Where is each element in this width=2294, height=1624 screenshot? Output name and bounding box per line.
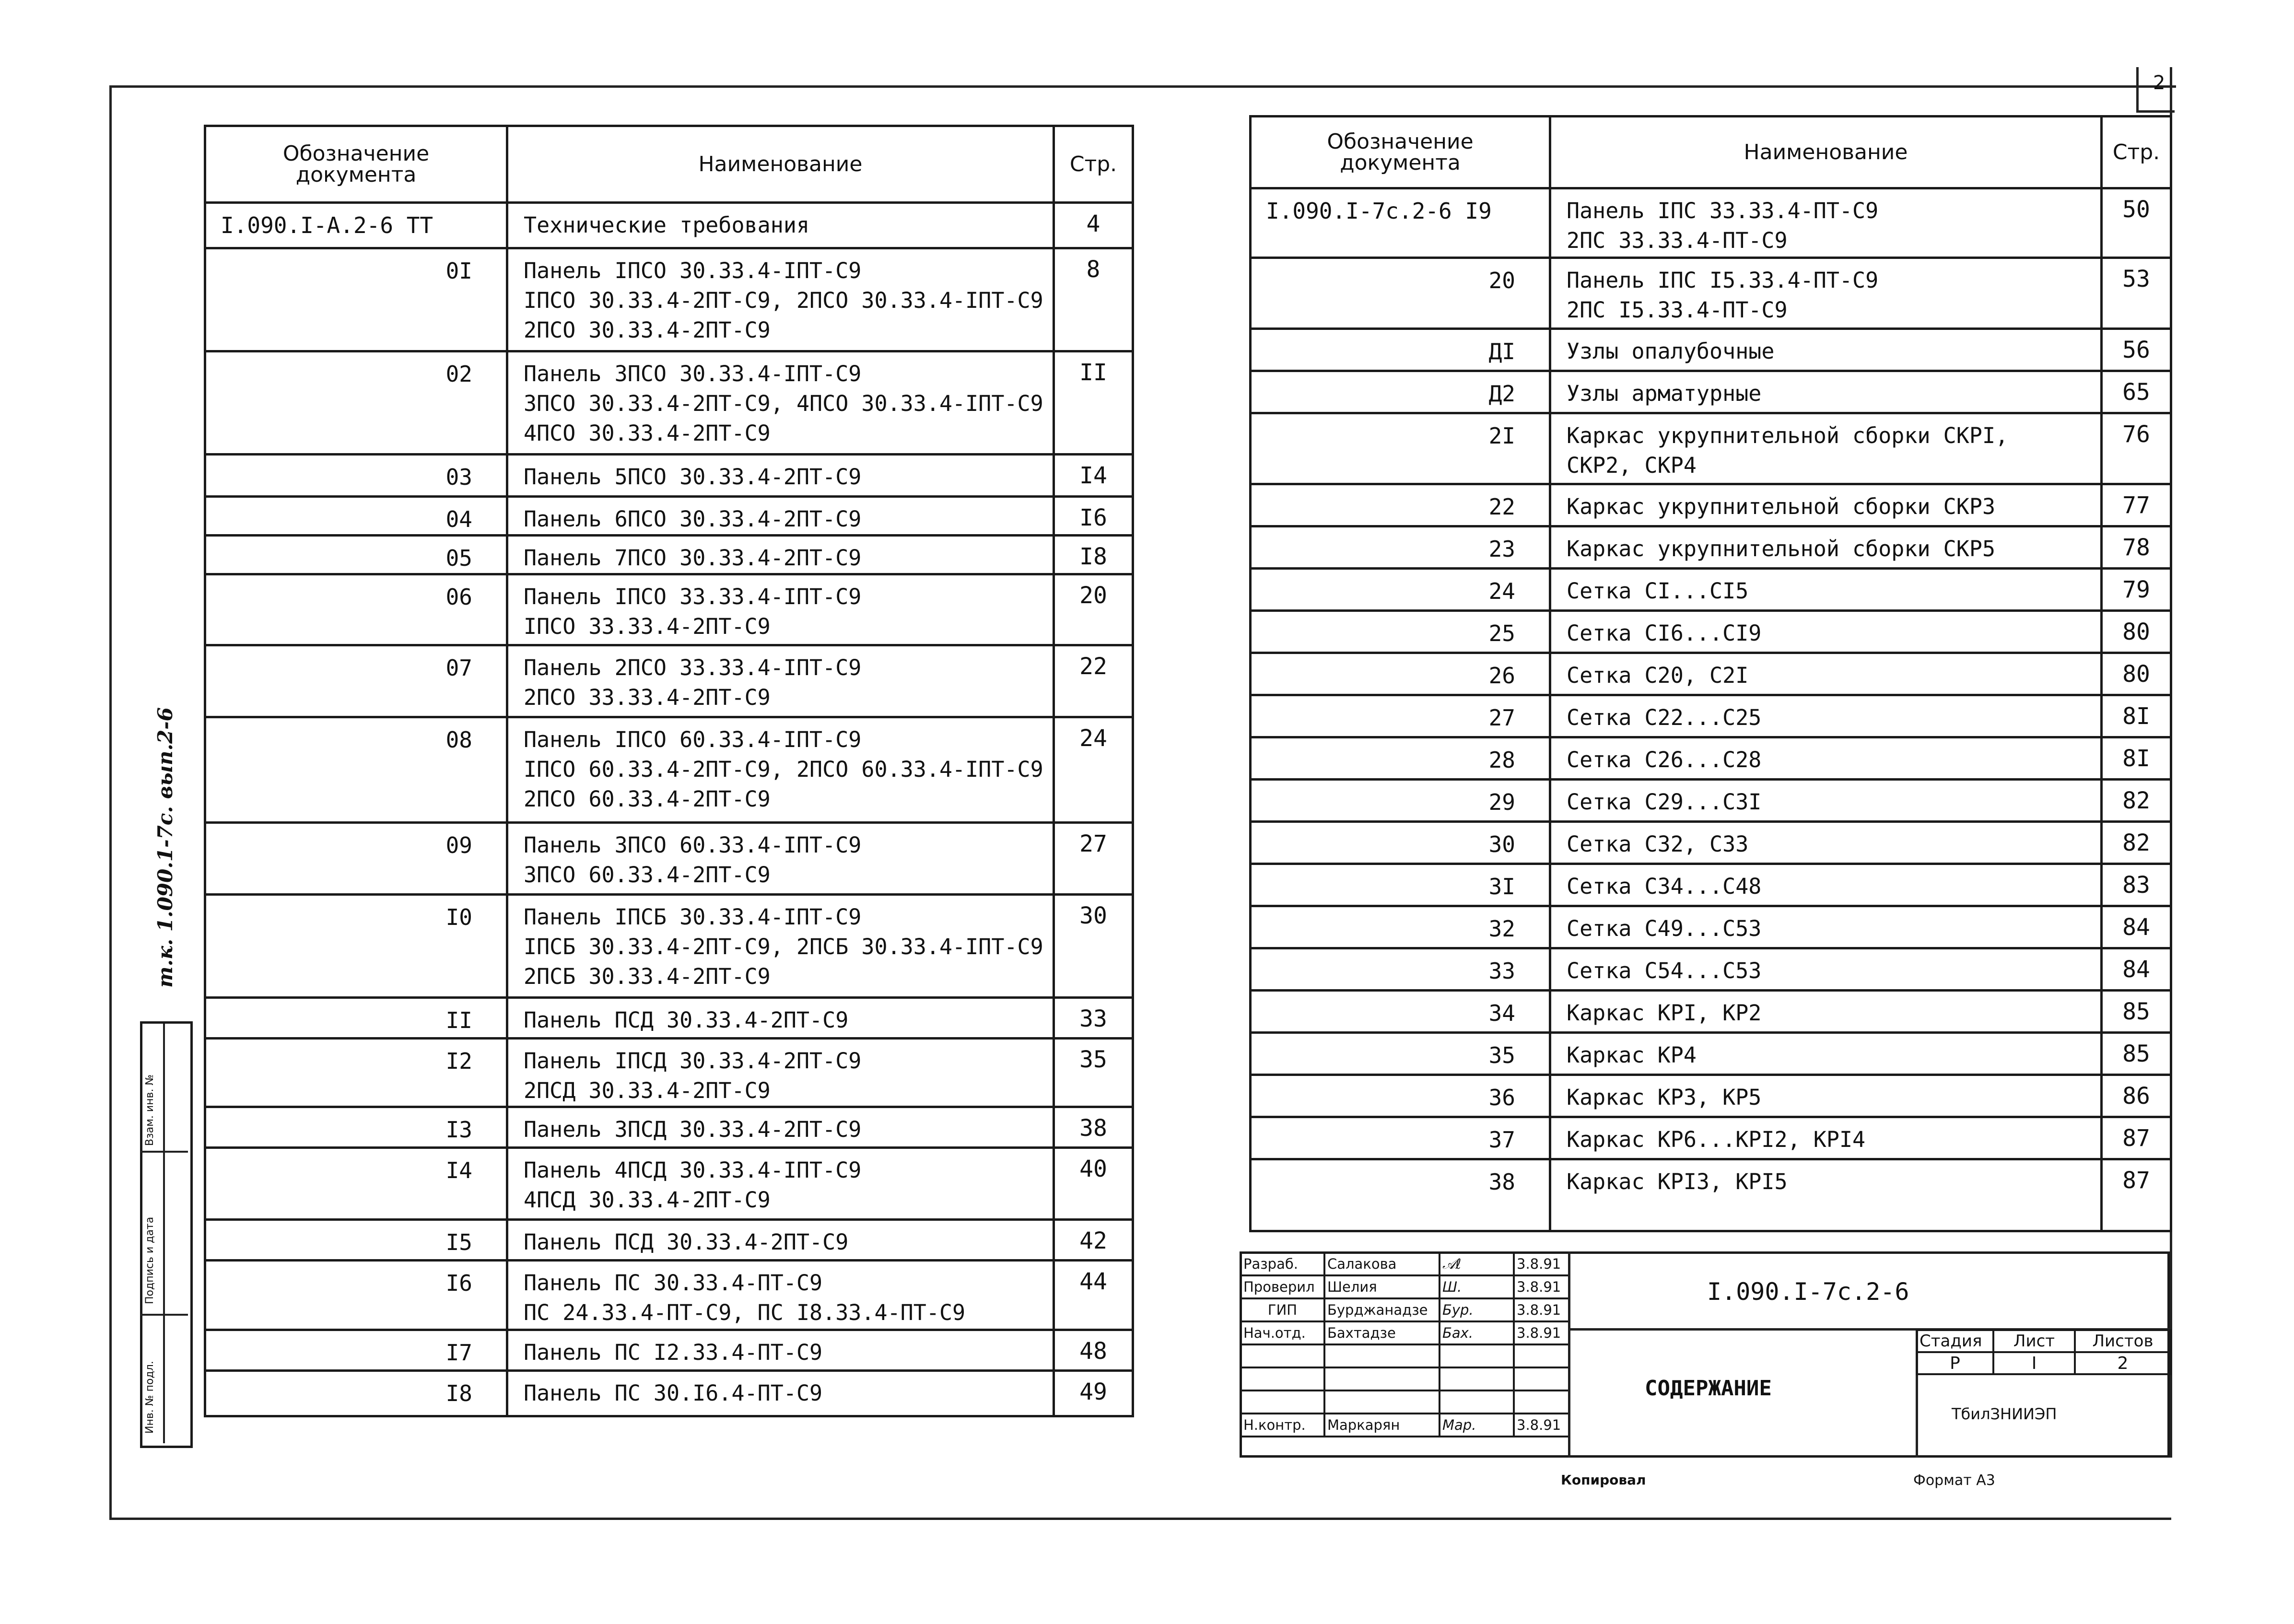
left-row-name: Панель IПСД 30.33.4-2ПТ-С9 2ПСД 30.33.4-2ПТ-С9 [507, 1039, 1054, 1107]
right-row-code: 33 [1251, 948, 1550, 991]
left-row-code: I3 [205, 1107, 507, 1148]
right-row-page: 76 [2102, 413, 2171, 484]
left-row-name: Панель 7ПСО 30.33.4-2ПТ-С9 [507, 536, 1054, 574]
left-row-page: 22 [1054, 645, 1133, 717]
name-cell: Маркарян [1324, 1414, 1440, 1437]
role-cell: ГИП [1241, 1298, 1324, 1321]
left-row-page: 24 [1054, 717, 1133, 823]
right-row-code: 29 [1251, 780, 1550, 822]
right-row-code: ДI [1251, 329, 1550, 371]
left-row-page: 35 [1054, 1039, 1133, 1107]
right-contents-table [1249, 115, 2172, 1232]
right-row-code: 3I [1251, 864, 1550, 906]
sheet-value: I [1993, 1352, 2075, 1374]
right-row-page: 80 [2102, 653, 2171, 695]
left-row-name: Панель 3ПСО 30.33.4-IПТ-С9 3ПСО 30.33.4-2ПТ-С9, 4ПСО 30.33.4-IПТ-С9 4ПСО 30.33.4-2ПТ-С9 [507, 351, 1054, 455]
right-row-name: Сетка С22...С25 [1550, 695, 2102, 737]
signature: 𝒜ℓ [1440, 1252, 1514, 1275]
right-row-name: Узлы арматурные [1550, 371, 2102, 413]
right-row-page: 65 [2102, 371, 2171, 413]
left-row-page: 33 [1054, 998, 1133, 1039]
left-row-name: Панель 5ПСО 30.33.4-2ПТ-С9 [507, 455, 1054, 497]
right-row-name: Каркас КРI, КР2 [1550, 991, 2102, 1033]
document-code: I.090.I-7с.2-6 [1707, 1278, 1909, 1306]
left-row-code: I0 [205, 895, 507, 998]
right-row-name: Сетка С32, С33 [1550, 822, 2102, 864]
left-row-page: 20 [1054, 574, 1133, 645]
date-cell: 3.8.91 [1514, 1414, 1569, 1437]
date-cell: 3.8.91 [1514, 1252, 1569, 1275]
right-row-name: Каркас КРI3, КРI5 [1550, 1159, 2102, 1231]
left-row-page: 48 [1054, 1330, 1133, 1371]
left-row-page: I4 [1054, 455, 1133, 497]
left-row-code: 09 [205, 823, 507, 895]
right-row-name: Каркас КР4 [1550, 1033, 2102, 1075]
left-row-page: I8 [1054, 536, 1133, 574]
left-row-page: 38 [1054, 1107, 1133, 1148]
right-row-page: 83 [2102, 864, 2171, 906]
sheet-title: СОДЕРЖАНИЕ [1645, 1376, 1772, 1401]
header-name: Наименование [507, 126, 1054, 203]
right-row-code: 37 [1251, 1117, 1550, 1159]
left-row-name: Панель 4ПСД 30.33.4-IПТ-С9 4ПСД 30.33.4-2ПТ-С9 [507, 1148, 1054, 1220]
name-cell: Бахтадзе [1324, 1321, 1440, 1344]
signature: Бах. [1440, 1321, 1514, 1344]
sheet-number: 2 [2153, 72, 2165, 94]
header-page: Стр. [1054, 126, 1133, 203]
left-row-code: I6 [205, 1261, 507, 1330]
right-row-page: 86 [2102, 1075, 2171, 1117]
right-row-code: 20 [1251, 258, 1550, 329]
right-row-page: 87 [2102, 1159, 2171, 1231]
left-row-name: Технические требования [507, 203, 1054, 248]
right-row-page: 50 [2102, 188, 2171, 258]
right-row-code: 28 [1251, 737, 1550, 780]
header-page: Стр. [2102, 117, 2171, 188]
right-row-code: 23 [1251, 526, 1550, 569]
right-row-page: 79 [2102, 569, 2171, 611]
left-row-name: Панель IПСО 30.33.4-IПТ-С9 IПСО 30.33.4-2ПТ-С9, 2ПСО 30.33.4-IПТ-С9 2ПСО 30.33.4-2ПТ-С9 [507, 248, 1054, 351]
right-row-code: I.090.I-7с.2-6 I9 [1251, 188, 1550, 258]
left-row-name: Панель 6ПСО 30.33.4-2ПТ-С9 [507, 497, 1054, 536]
role-cell: Н.контр. [1241, 1414, 1324, 1437]
right-row-page: 53 [2102, 258, 2171, 329]
sheet-label: Лист [1993, 1330, 2075, 1352]
header-name: Наименование [1550, 117, 2102, 188]
right-row-name: Каркас укрупнительной сборки СКРI, СКР2, СКР4 [1550, 413, 2102, 484]
right-row-code: Д2 [1251, 371, 1550, 413]
right-row-page: 87 [2102, 1117, 2171, 1159]
left-row-code: 03 [205, 455, 507, 497]
right-row-name: Сетка С26...С28 [1550, 737, 2102, 780]
left-row-name: Панель IПСО 33.33.4-IПТ-С9 IПСО 33.33.4-2ПТ-С9 [507, 574, 1054, 645]
date-cell: 3.8.91 [1514, 1275, 1569, 1298]
right-row-name: Панель IПС I5.33.4-ПТ-С9 2ПС I5.33.4-ПТ-С9 [1550, 258, 2102, 329]
left-row-page: II [1054, 351, 1133, 455]
right-row-code: 32 [1251, 906, 1550, 948]
name-cell: Салакова [1324, 1252, 1440, 1275]
right-row-name: Сетка СI6...СI9 [1550, 611, 2102, 653]
left-row-code: II [205, 998, 507, 1039]
right-row-page: 8I [2102, 737, 2171, 780]
right-row-code: 26 [1251, 653, 1550, 695]
sheets-label: Листов [2075, 1330, 2171, 1352]
left-row-page: I6 [1054, 497, 1133, 536]
left-row-code: I8 [205, 1371, 507, 1416]
left-row-name: Панель IПСБ 30.33.4-IПТ-С9 IПСБ 30.33.4-2ПТ-С9, 2ПСБ 30.33.4-IПТ-С9 2ПСБ 30.33.4-2ПТ-С9 [507, 895, 1054, 998]
left-row-name: Панель IПСО 60.33.4-IПТ-С9 IПСО 60.33.4-2ПТ-С9, 2ПСО 60.33.4-IПТ-С9 2ПСО 60.33.4-2ПТ-С9 [507, 717, 1054, 823]
left-row-name: Панель 2ПСО 33.33.4-IПТ-С9 2ПСО 33.33.4-2ПТ-С9 [507, 645, 1054, 717]
left-row-code: 06 [205, 574, 507, 645]
left-row-page: 27 [1054, 823, 1133, 895]
footer-copied: Копировал [1561, 1472, 1646, 1488]
right-row-name: Сетка С20, С2I [1550, 653, 2102, 695]
signature: Ш. [1440, 1275, 1514, 1298]
left-row-page: 4 [1054, 203, 1133, 248]
right-row-name: Сетка С34...С48 [1550, 864, 2102, 906]
left-row-name: Панель 3ПСД 30.33.4-2ПТ-С9 [507, 1107, 1054, 1148]
left-row-name: Панель ПСД 30.33.4-2ПТ-С9 [507, 998, 1054, 1039]
left-row-code: I5 [205, 1220, 507, 1261]
right-row-code: 34 [1251, 991, 1550, 1033]
side-label: т.к. 1.090.1-7с. вып.2-6 [153, 707, 177, 988]
left-contents-table [204, 125, 1134, 1417]
left-row-code: 05 [205, 536, 507, 574]
right-row-page: 77 [2102, 484, 2171, 526]
left-row-name: Панель ПС 30.I6.4-ПТ-С9 [507, 1371, 1054, 1416]
role-cell: Проверил [1241, 1275, 1324, 1298]
left-row-page: 40 [1054, 1148, 1133, 1220]
frame-top [109, 85, 2176, 88]
left-row-page: 44 [1054, 1261, 1133, 1330]
right-row-name: Панель IПС 33.33.4-ПТ-С9 2ПС 33.33.4-ПТ-С9 [1550, 188, 2102, 258]
frame-bottom [109, 1518, 2171, 1520]
right-row-page: 80 [2102, 611, 2171, 653]
right-row-page: 56 [2102, 329, 2171, 371]
right-row-name: Сетка С49...С53 [1550, 906, 2102, 948]
left-row-code: 02 [205, 351, 507, 455]
right-row-code: 38 [1251, 1159, 1550, 1231]
date-cell: 3.8.91 [1514, 1298, 1569, 1321]
left-row-code: 0I [205, 248, 507, 351]
sheets-value: 2 [2075, 1352, 2171, 1374]
left-row-name: Панель ПС I2.33.4-ПТ-С9 [507, 1330, 1054, 1371]
date-cell: 3.8.91 [1514, 1321, 1569, 1344]
left-row-code: I4 [205, 1148, 507, 1220]
left-row-code: I7 [205, 1330, 507, 1371]
name-cell: Шелия [1324, 1275, 1440, 1298]
right-row-page: 8I [2102, 695, 2171, 737]
left-row-code: I.090.I-A.2-6 ТТ [205, 203, 507, 248]
role-cell: Разраб. [1241, 1252, 1324, 1275]
left-row-page: 30 [1054, 895, 1133, 998]
right-row-code: 27 [1251, 695, 1550, 737]
right-row-name: Сетка СI...СI5 [1550, 569, 2102, 611]
right-row-code: 30 [1251, 822, 1550, 864]
right-row-name: Узлы опалубочные [1550, 329, 2102, 371]
left-row-code: 08 [205, 717, 507, 823]
right-row-name: Сетка С29...С3I [1550, 780, 2102, 822]
signature: Бур. [1440, 1298, 1514, 1321]
side-box-inv: Инв. № подл. [144, 1361, 156, 1434]
right-row-code: 35 [1251, 1033, 1550, 1075]
right-row-page: 85 [2102, 991, 2171, 1033]
right-row-name: Каркас КР3, КР5 [1550, 1075, 2102, 1117]
right-row-page: 84 [2102, 948, 2171, 991]
left-row-code: I2 [205, 1039, 507, 1107]
right-row-code: 22 [1251, 484, 1550, 526]
left-row-page: 42 [1054, 1220, 1133, 1261]
footer-format: Формат А3 [1913, 1472, 1995, 1489]
right-row-page: 84 [2102, 906, 2171, 948]
frame-left [109, 85, 112, 1519]
name-cell: Бурджанадзе [1324, 1298, 1440, 1321]
stage-grid [1916, 1329, 2172, 1375]
header-designation: Обозначение документа [205, 126, 507, 203]
stage-value: Р [1917, 1352, 1993, 1374]
right-row-name: Каркас укрупнительной сборки СКР5 [1550, 526, 2102, 569]
right-row-code: 2I [1251, 413, 1550, 484]
right-row-code: 25 [1251, 611, 1550, 653]
side-box-replace: Взам. инв. № [144, 1074, 156, 1146]
left-row-page: 8 [1054, 248, 1133, 351]
stage-label: Стадия [1917, 1330, 1993, 1352]
right-row-name: Каркас укрупнительной сборки СКР3 [1550, 484, 2102, 526]
left-row-page: 49 [1054, 1371, 1133, 1416]
left-row-name: Панель 3ПСО 60.33.4-IПТ-С9 3ПСО 60.33.4-2ПТ-С9 [507, 823, 1054, 895]
right-row-page: 82 [2102, 822, 2171, 864]
right-row-name: Каркас КР6...КРI2, КРI4 [1550, 1117, 2102, 1159]
approval-grid [1240, 1251, 1570, 1437]
right-row-code: 36 [1251, 1075, 1550, 1117]
right-row-name: Сетка С54...С53 [1550, 948, 2102, 991]
left-row-code: 07 [205, 645, 507, 717]
signature: Мар. [1440, 1414, 1514, 1437]
left-row-name: Панель ПС 30.33.4-ПТ-С9 ПС 24.33.4-ПТ-С9, ПС I8.33.4-ПТ-С9 [507, 1261, 1054, 1330]
right-row-code: 24 [1251, 569, 1550, 611]
side-box-signature: Подпись и дата [144, 1216, 156, 1304]
right-row-page: 78 [2102, 526, 2171, 569]
right-row-page: 85 [2102, 1033, 2171, 1075]
right-row-page: 82 [2102, 780, 2171, 822]
header-designation: Обозначение документа [1251, 117, 1550, 188]
left-row-name: Панель ПСД 30.33.4-2ПТ-С9 [507, 1220, 1054, 1261]
organization: ТбилЗНИИЭП [1952, 1405, 2057, 1423]
left-row-code: 04 [205, 497, 507, 536]
role-cell: Нач.отд. [1241, 1321, 1324, 1344]
